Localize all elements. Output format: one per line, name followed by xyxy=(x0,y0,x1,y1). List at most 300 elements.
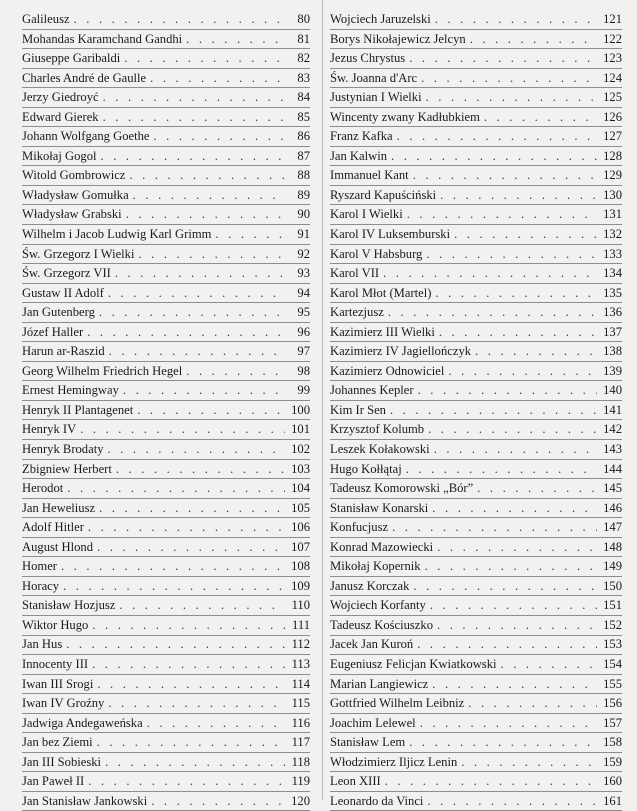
entry-page-number: 137 xyxy=(603,324,622,339)
entry-page-number: 111 xyxy=(292,617,310,632)
index-entry xyxy=(330,147,622,167)
dot-leader xyxy=(407,208,597,221)
dot-leader xyxy=(215,228,285,241)
entry-page-number: 119 xyxy=(291,774,310,789)
dot-leader xyxy=(470,33,597,46)
dot-leader xyxy=(409,736,597,749)
entry-name: Justynian I Wielki xyxy=(330,90,422,105)
index-column-right xyxy=(330,10,622,811)
entry-page-number: 161 xyxy=(603,793,622,808)
index-entry xyxy=(22,186,310,206)
dot-leader xyxy=(186,365,285,378)
entry-name: August Hlond xyxy=(22,539,94,554)
index-entry xyxy=(330,401,622,421)
index-entry xyxy=(22,88,310,108)
index-entry xyxy=(330,792,622,811)
dot-leader xyxy=(439,326,597,339)
entry-name: Jacek Jan Kuroń xyxy=(330,637,414,652)
entry-name: Gustaw II Adolf xyxy=(22,285,104,300)
index-entry xyxy=(22,636,310,656)
index-entry xyxy=(22,655,310,675)
dot-leader xyxy=(397,130,597,143)
entry-page-number: 84 xyxy=(297,90,310,105)
entry-name: Św. Grzegorz VII xyxy=(22,266,111,281)
entry-name: Stanisław Konarski xyxy=(330,500,429,515)
entry-page-number: 126 xyxy=(603,109,622,124)
dot-leader xyxy=(427,795,597,808)
index-entry xyxy=(330,420,622,440)
entry-name: Ernest Hemingway xyxy=(22,383,119,398)
entry-name: Homer xyxy=(22,559,57,574)
entry-name: Janusz Korczak xyxy=(330,578,410,593)
dot-leader xyxy=(153,130,285,143)
entry-page-number: 90 xyxy=(297,207,310,222)
entry-name: Edward Gierek xyxy=(22,109,99,124)
dot-leader xyxy=(437,541,597,554)
dot-leader xyxy=(383,267,597,280)
entry-name: Józef Haller xyxy=(22,324,84,339)
entry-page-number: 104 xyxy=(291,481,310,496)
dot-leader xyxy=(437,619,597,632)
entry-name: Tadeusz Kościuszko xyxy=(330,617,433,632)
entry-name: Św. Joanna d'Arc xyxy=(330,70,418,85)
index-entry xyxy=(22,401,310,421)
entry-name: Wojciech Korfanty xyxy=(330,598,426,613)
index-entry xyxy=(330,225,622,245)
entry-page-number: 86 xyxy=(297,129,310,144)
entry-page-number: 113 xyxy=(291,657,310,671)
dot-leader xyxy=(80,423,285,436)
entry-name: Jan Paweł II xyxy=(22,774,85,789)
dot-leader xyxy=(147,717,285,730)
index-entry xyxy=(330,596,622,616)
entry-page-number: 142 xyxy=(603,422,622,437)
dot-leader xyxy=(99,502,285,515)
index-entry xyxy=(22,303,310,323)
dot-leader xyxy=(435,287,597,300)
dot-leader xyxy=(435,13,597,26)
index-entry xyxy=(22,675,310,695)
entry-name: Immanuel Kant xyxy=(330,168,409,183)
index-entry xyxy=(330,69,622,89)
index-entry xyxy=(22,284,310,304)
index-entry xyxy=(22,342,310,362)
dot-leader xyxy=(477,482,597,495)
entry-page-number: 120 xyxy=(291,793,310,808)
entry-page-number: 155 xyxy=(603,676,622,691)
index-entry xyxy=(330,460,622,480)
index-entry xyxy=(330,88,622,108)
dot-leader xyxy=(63,580,285,593)
entry-name: Franz Kafka xyxy=(330,129,393,144)
entry-page-number: 148 xyxy=(603,539,622,554)
index-entry xyxy=(330,127,622,147)
index-entry xyxy=(330,186,622,206)
index-entry xyxy=(330,479,622,499)
entry-name: Wincenty zwany Kadłubkiem xyxy=(330,109,480,124)
index-entry xyxy=(22,557,310,577)
entry-page-number: 101 xyxy=(291,422,310,437)
index-entry xyxy=(22,792,310,811)
entry-name: Jan Heweliusz xyxy=(22,500,96,515)
index-entry xyxy=(22,518,310,538)
dot-leader xyxy=(421,72,597,85)
entry-page-number: 129 xyxy=(603,168,622,183)
dot-leader xyxy=(119,599,285,612)
entry-page-number: 115 xyxy=(291,696,310,711)
entry-page-number: 82 xyxy=(297,51,310,66)
index-entry xyxy=(330,264,622,284)
index-entry xyxy=(22,420,310,440)
entry-name: Joachim Lelewel xyxy=(330,715,416,730)
entry-name: Jan Gutenberg xyxy=(22,305,95,320)
entry-page-number: 127 xyxy=(603,129,622,144)
dot-leader xyxy=(468,697,597,710)
dot-leader xyxy=(385,775,597,788)
entry-page-number: 151 xyxy=(603,598,622,613)
index-entry xyxy=(330,166,622,186)
index-entry xyxy=(22,108,310,128)
entry-name: Wiktor Hugo xyxy=(22,617,89,632)
entry-name: Karol VII xyxy=(330,266,380,281)
entry-page-number: 150 xyxy=(603,578,622,593)
index-entry xyxy=(22,69,310,89)
entry-name: Mikołaj Gogol xyxy=(22,148,97,163)
entry-name: Zbigniew Herbert xyxy=(22,461,112,476)
dot-leader xyxy=(454,228,597,241)
dot-leader xyxy=(108,443,286,456)
dot-leader xyxy=(109,345,285,358)
entry-page-number: 92 xyxy=(297,246,310,261)
entry-name: Karol IV Luksemburski xyxy=(330,226,451,241)
entry-name: Leon XIII xyxy=(330,774,381,789)
entry-page-number: 128 xyxy=(603,148,622,163)
entry-name: Eugeniusz Felicjan Kwiatkowski xyxy=(330,657,497,671)
dot-leader xyxy=(484,111,597,124)
entry-page-number: 140 xyxy=(603,383,622,398)
index-entry xyxy=(22,596,310,616)
dot-leader xyxy=(99,306,285,319)
dot-leader xyxy=(434,443,597,456)
index-entry xyxy=(330,753,622,773)
entry-page-number: 94 xyxy=(297,285,310,300)
index-entry xyxy=(22,362,310,382)
dot-leader xyxy=(186,33,285,46)
entry-page-number: 98 xyxy=(297,363,310,378)
entry-name: Wojciech Jaruzelski xyxy=(330,11,431,26)
index-entry xyxy=(330,303,622,323)
entry-name: Jan bez Ziemi xyxy=(22,735,93,750)
dot-leader xyxy=(103,111,285,124)
entry-name: Hugo Kołłątaj xyxy=(330,461,402,476)
dot-leader xyxy=(475,345,597,358)
entry-name: Giuseppe Garibaldi xyxy=(22,51,121,66)
index-entry xyxy=(22,264,310,284)
index-entry xyxy=(22,323,310,343)
entry-name: Harun ar-Raszid xyxy=(22,344,105,359)
entry-page-number: 87 xyxy=(297,148,310,163)
entry-page-number: 130 xyxy=(603,187,622,202)
index-entry xyxy=(330,499,622,519)
dot-leader xyxy=(151,795,285,808)
entry-name: Galileusz xyxy=(22,11,70,26)
entry-page-number: 95 xyxy=(297,305,310,320)
dot-leader xyxy=(88,521,285,534)
entry-page-number: 159 xyxy=(603,754,622,769)
index-entry xyxy=(330,108,622,128)
entry-name: Jadwiga Andegaweńska xyxy=(22,715,143,730)
index-entry xyxy=(22,733,310,753)
entry-name: Georg Wilhelm Friedrich Hegel xyxy=(22,363,183,378)
entry-page-number: 134 xyxy=(603,266,622,281)
dot-leader xyxy=(392,521,597,534)
dot-leader xyxy=(66,638,285,651)
entry-page-number: 96 xyxy=(297,324,310,339)
dot-leader xyxy=(129,169,285,182)
dot-leader xyxy=(425,560,597,573)
index-entry xyxy=(22,694,310,714)
index-entry xyxy=(22,127,310,147)
entry-page-number: 114 xyxy=(291,676,310,691)
dot-leader xyxy=(418,384,597,397)
entry-name: Kazimierz III Wielki xyxy=(330,324,435,339)
index-entry xyxy=(330,49,622,69)
dot-leader xyxy=(105,756,285,769)
dot-leader xyxy=(116,463,285,476)
entry-page-number: 145 xyxy=(603,481,622,496)
index-entry xyxy=(330,362,622,382)
index-entry xyxy=(22,538,310,558)
dot-leader xyxy=(123,384,285,397)
entry-page-number: 141 xyxy=(603,402,622,417)
index-column-left xyxy=(22,10,310,811)
index-entry xyxy=(22,147,310,167)
entry-page-number: 89 xyxy=(297,187,310,202)
dot-leader xyxy=(406,463,597,476)
entry-page-number: 121 xyxy=(603,11,622,26)
entry-page-number: 149 xyxy=(603,559,622,574)
index-entry xyxy=(22,499,310,519)
entry-page-number: 132 xyxy=(603,226,622,241)
entry-page-number: 105 xyxy=(291,500,310,515)
entry-name: Adolf Hitler xyxy=(22,520,84,535)
entry-page-number: 107 xyxy=(291,539,310,554)
entry-name: Borys Nikołajewicz Jelcyn xyxy=(330,31,466,46)
entry-page-number: 108 xyxy=(291,559,310,574)
dot-leader xyxy=(97,678,285,691)
entry-name: Stanisław Lem xyxy=(330,735,406,750)
entry-name: Jan Kalwin xyxy=(330,148,388,163)
dot-leader xyxy=(124,52,285,65)
entry-page-number: 83 xyxy=(297,70,310,85)
dot-leader xyxy=(87,326,285,339)
entry-name: Charles André de Gaulle xyxy=(22,70,147,85)
entry-name: Henryk Brodaty xyxy=(22,441,104,456)
dot-leader xyxy=(432,502,597,515)
entry-page-number: 136 xyxy=(603,305,622,320)
entry-name: Johann Wolfgang Goethe xyxy=(22,129,150,144)
entry-name: Ryszard Kapuściński xyxy=(330,187,437,202)
entry-name: Mohandas Karamchand Gandhi xyxy=(22,31,183,46)
index-entry xyxy=(330,440,622,460)
index-entry xyxy=(330,675,622,695)
index-entry xyxy=(330,636,622,656)
dot-leader xyxy=(97,736,285,749)
dot-leader xyxy=(409,52,597,65)
dot-leader xyxy=(108,697,285,710)
dot-leader xyxy=(126,208,285,221)
index-entry xyxy=(22,205,310,225)
entry-name: Innocenty III xyxy=(22,657,89,671)
index-entry xyxy=(330,733,622,753)
dot-leader xyxy=(432,678,597,691)
index-entry xyxy=(22,49,310,69)
entry-page-number: 123 xyxy=(603,51,622,66)
dot-leader xyxy=(92,619,285,632)
index-entry xyxy=(22,245,310,265)
entry-page-number: 81 xyxy=(297,31,310,46)
dot-leader xyxy=(388,306,597,319)
dot-leader xyxy=(74,13,285,26)
entry-page-number: 112 xyxy=(291,637,310,652)
dot-leader xyxy=(61,560,285,573)
entry-name: Jezus Chrystus xyxy=(330,51,406,66)
entry-page-number: 158 xyxy=(603,735,622,750)
index-entry xyxy=(330,694,622,714)
entry-page-number: 99 xyxy=(297,383,310,398)
dot-leader xyxy=(103,91,285,104)
entry-page-number: 139 xyxy=(603,363,622,378)
entry-page-number: 156 xyxy=(603,696,622,711)
entry-page-number: 154 xyxy=(603,657,622,671)
dot-leader xyxy=(428,423,597,436)
entry-name: Włodzimierz Iljicz Lenin xyxy=(330,754,458,769)
dot-leader xyxy=(417,638,597,651)
entry-name: Stanisław Hozjusz xyxy=(22,598,116,613)
index-entry xyxy=(330,772,622,792)
entry-page-number: 106 xyxy=(291,520,310,535)
entry-page-number: 152 xyxy=(603,617,622,632)
dot-leader xyxy=(420,717,597,730)
index-entry xyxy=(330,323,622,343)
dot-leader xyxy=(92,658,285,671)
entry-page-number: 117 xyxy=(291,735,310,750)
entry-page-number: 103 xyxy=(291,461,310,476)
entry-page-number: 109 xyxy=(291,578,310,593)
entry-name: Tadeusz Komorowski „Bór” xyxy=(330,481,474,496)
index-entry xyxy=(22,381,310,401)
entry-name: Horacy xyxy=(22,578,60,593)
entry-name: Jan Stanisław Jankowski xyxy=(22,793,148,808)
dot-leader xyxy=(501,658,598,671)
dot-leader xyxy=(430,599,597,612)
index-entry xyxy=(22,753,310,773)
entry-name: Johannes Kepler xyxy=(330,383,414,398)
entry-name: Jan III Sobieski xyxy=(22,754,102,769)
dot-leader xyxy=(115,267,285,280)
dot-leader xyxy=(390,404,597,417)
entry-page-number: 118 xyxy=(291,754,310,769)
entry-name: Leszek Kołakowski xyxy=(330,441,430,456)
entry-page-number: 135 xyxy=(603,285,622,300)
dot-leader xyxy=(108,287,285,300)
entry-name: Henryk II Plantagenet xyxy=(22,402,134,417)
entry-name: Iwan IV Groźny xyxy=(22,696,105,711)
entry-name: Karol I Wielki xyxy=(330,207,403,222)
entry-page-number: 102 xyxy=(291,441,310,456)
entry-name: Jan Hus xyxy=(22,637,63,652)
index-entry xyxy=(330,245,622,265)
index-entry xyxy=(22,772,310,792)
entry-name: Władysław Gomułka xyxy=(22,187,129,202)
dot-leader xyxy=(133,189,285,202)
index-entry xyxy=(330,616,622,636)
entry-page-number: 80 xyxy=(297,11,310,26)
dot-leader xyxy=(391,150,597,163)
index-entry xyxy=(22,616,310,636)
dot-leader xyxy=(461,756,597,769)
entry-name: Konfucjusz xyxy=(330,520,389,535)
index-entry xyxy=(330,381,622,401)
entry-page-number: 147 xyxy=(603,520,622,535)
entry-page-number: 100 xyxy=(291,402,310,417)
entry-name: Kazimierz IV Jagiellończyk xyxy=(330,344,472,359)
index-entry xyxy=(22,166,310,186)
index-entry xyxy=(330,557,622,577)
entry-page-number: 125 xyxy=(603,90,622,105)
dot-leader xyxy=(413,169,597,182)
entry-name: Kazimierz Odnowiciel xyxy=(330,363,445,378)
index-entry xyxy=(330,714,622,734)
entry-page-number: 97 xyxy=(297,344,310,359)
index-entry xyxy=(22,10,310,30)
dot-leader xyxy=(88,775,285,788)
entry-name: Iwan III Srogi xyxy=(22,676,94,691)
entry-name: Jerzy Giedroyć xyxy=(22,90,99,105)
entry-name: Mikołaj Kopernik xyxy=(330,559,421,574)
index-entry xyxy=(330,577,622,597)
entry-page-number: 131 xyxy=(603,207,622,222)
entry-page-number: 124 xyxy=(603,70,622,85)
dot-leader xyxy=(426,91,597,104)
entry-page-number: 143 xyxy=(603,441,622,456)
index-entry xyxy=(330,30,622,50)
index-entry xyxy=(22,479,310,499)
index-entry xyxy=(330,10,622,30)
entry-page-number: 144 xyxy=(603,461,622,476)
entry-name: Marian Langiewicz xyxy=(330,676,429,691)
index-entry xyxy=(22,440,310,460)
dot-leader xyxy=(67,482,285,495)
index-entry xyxy=(330,538,622,558)
entry-page-number: 153 xyxy=(603,637,622,652)
entry-name: Witold Gombrowicz xyxy=(22,168,126,183)
entry-name: Konrad Mazowiecki xyxy=(330,539,434,554)
index-entry xyxy=(330,284,622,304)
dot-leader xyxy=(101,150,285,163)
entry-name: Leonardo da Vinci xyxy=(330,793,424,808)
entry-name: Kartezjusz xyxy=(330,305,384,320)
entry-page-number: 133 xyxy=(603,246,622,261)
entry-page-number: 157 xyxy=(603,715,622,730)
dot-leader xyxy=(413,580,597,593)
dot-leader xyxy=(440,189,597,202)
dot-leader xyxy=(138,248,285,261)
entry-page-number: 138 xyxy=(603,344,622,359)
entry-name: Herodot xyxy=(22,481,64,496)
entry-name: Gottfried Wilhelm Leibniz xyxy=(330,696,465,711)
dot-leader xyxy=(137,404,285,417)
